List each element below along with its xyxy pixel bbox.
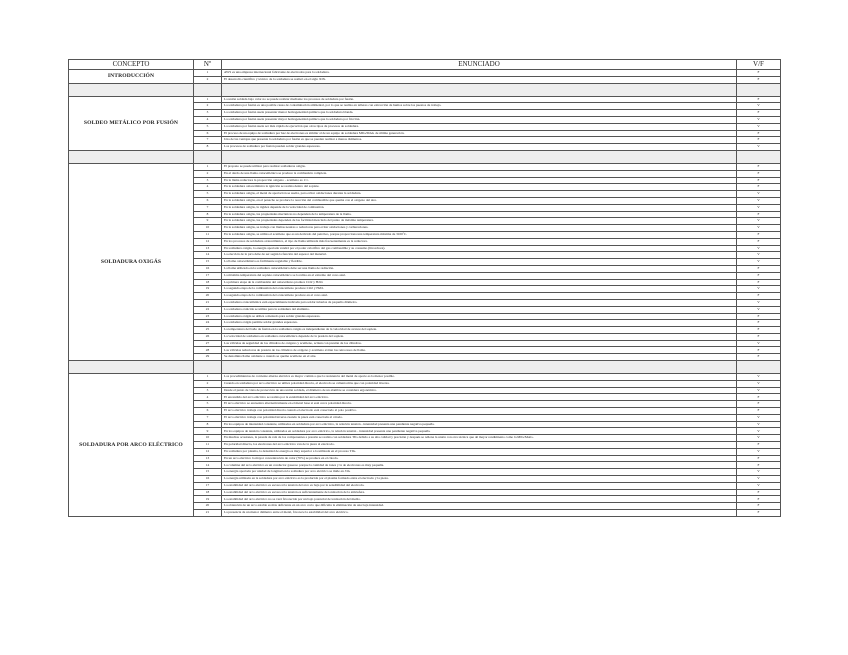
- row-answer: F: [737, 177, 781, 184]
- row-statement: En muchas ocasiones, la pasada de raíz de los componentes a presión se realiza con soldadura TIG debido a su alta calidad y precisión y después se rellena la unión con otra técnica que dé mayor rendimiento como la MIG/MAG.: [222, 435, 737, 442]
- row-number: 1: [194, 374, 222, 381]
- row-answer: F: [737, 455, 781, 462]
- row-number: 16: [194, 476, 222, 483]
- row-statement: Se denomina llama oxidante a cuando se quema acetileno en el aire.: [222, 354, 737, 361]
- table-body: [69, 70, 781, 517]
- row-answer: V: [737, 469, 781, 476]
- row-statement: La soldadura por fusión es una posible causa de contaminación ambiental, por lo que se realiza en talleres con extracción de humos sobre los puestos de trabajo.: [222, 103, 737, 110]
- row-answer: V: [737, 225, 781, 232]
- row-statement: La estabilidad del arco eléctrico es escasa si la tensión del arco es baja por la sensibilidad del electrodo.: [222, 482, 737, 489]
- row-answer: F: [737, 70, 781, 77]
- row-statement: La energía utilizada en la soldadura por arco eléctrico es la producida por el plasma formado entre el electrodo y la pieza.: [222, 476, 737, 483]
- row-statement: La obtención de un arco estable es más deficiente en un arco corto que dificulta la eliminación de una baja intensidad.: [222, 503, 737, 510]
- row-number: 14: [194, 462, 222, 469]
- row-number: 1: [194, 163, 222, 170]
- row-number: 26: [194, 333, 222, 340]
- row-number: 2: [194, 170, 222, 177]
- row-answer: V: [737, 245, 781, 252]
- row-statement: La soldadura por fusión suele presentar mayor homogeneidad química que la soldadura por fricción.: [222, 116, 737, 123]
- row-number: 12: [194, 238, 222, 245]
- row-number: 7: [194, 414, 222, 421]
- row-answer: F: [737, 347, 781, 354]
- row-statement: En soldadura oxigás, la energía aportada vendrá por el poder calorífico del gas combustible y su consumo (litros/hora).: [222, 245, 737, 252]
- row-number: 9: [194, 428, 222, 435]
- row-number: 8: [194, 421, 222, 428]
- row-number: 6: [194, 130, 222, 137]
- header-row: [69, 60, 781, 70]
- row-number: 2: [194, 76, 222, 83]
- row-statement: En la soldadura oxigás, en el penacho se produce la reacción del combustible que quema con el oxígeno del aire.: [222, 197, 737, 204]
- row-answer: F: [737, 137, 781, 144]
- row-number: 29: [194, 354, 222, 361]
- row-answer: V: [737, 103, 781, 110]
- row-number: 7: [194, 137, 222, 144]
- row-answer: F: [737, 320, 781, 327]
- row-number: 3: [194, 387, 222, 394]
- row-answer: F: [737, 130, 781, 137]
- row-statement: En el dardo de una llama oxiacetilénica se produce la combustión completa.: [222, 170, 737, 177]
- row-statement: La velocidad de soldadura en soldadura oxiacetilénica depende de la presión del soplete.: [222, 333, 737, 340]
- row-answer: F: [737, 163, 781, 170]
- row-statement: El propano se puede utilizar para realizar soldaduras oxigás.: [222, 163, 737, 170]
- header-enunciado: ENUNCIADO: [222, 60, 737, 70]
- table-row: [69, 96, 781, 103]
- row-statement: La soldadura oxiácida se utiliza para la soldadura del aluminio.: [222, 306, 737, 313]
- table-row: [69, 70, 781, 77]
- row-statement: Cuando en soldadura por arco eléctrico se utiliza polaridad directa, el electrodo se calienta más que con polaridad inversa.: [222, 380, 737, 387]
- row-answer: V: [737, 191, 781, 198]
- row-statement: En la soldadura oxigás, se utiliza el acetileno que es un derivado del petróleo, porque proporciona una temperatura máxima de 3100ºC.: [222, 231, 737, 238]
- row-number: 18: [194, 279, 222, 286]
- row-number: 11: [194, 442, 222, 449]
- row-answer: V: [737, 435, 781, 442]
- row-number: 25: [194, 327, 222, 334]
- row-answer: F: [737, 238, 781, 245]
- row-statement: La máxima temperatura del soplete oxiacetilénico se localiza en el extremo del cono azul.: [222, 272, 737, 279]
- row-statement: En polaridad directa, los electrones del arco eléctrico van de la pieza al electrodo.: [222, 442, 737, 449]
- row-number: 20: [194, 503, 222, 510]
- row-statement: En la soldadura oxiacetilénica la ignición se realiza dentro del soplete.: [222, 184, 737, 191]
- row-answer: F: [737, 394, 781, 401]
- row-statement: En la soldadura oxigás, las propiedades dependen de las facilidad mezclado del punto de máxima temperatura.: [222, 218, 737, 225]
- row-answer: F: [737, 265, 781, 272]
- row-statement: Los procedimientos de corriente alterna eléctrica es mayor común a que la resistencia del metal de aporte es la menor posible.: [222, 374, 737, 381]
- row-answer: F: [737, 96, 781, 103]
- row-number: 2: [194, 103, 222, 110]
- row-answer: V: [737, 421, 781, 428]
- row-answer: F: [737, 489, 781, 496]
- row-answer: V: [737, 428, 781, 435]
- row-answer: F: [737, 442, 781, 449]
- row-statement: La columna del arco eléctrico es un conductor gaseoso porque la cantidad de iones y la de electrones es muy pequeña.: [222, 462, 737, 469]
- row-number: 20: [194, 293, 222, 300]
- row-number: 9: [194, 218, 222, 225]
- header-vf: V/F: [737, 60, 781, 70]
- row-answer: F: [737, 272, 781, 279]
- row-answer: F: [737, 354, 781, 361]
- header-number: Nº: [194, 60, 222, 70]
- row-statement: En los procesos de soldadura oxiacetilénica, el tipo de llama utilizada más frecuentemente es la reductora.: [222, 238, 737, 245]
- row-answer: V: [737, 306, 781, 313]
- row-number: 19: [194, 286, 222, 293]
- row-statement: AWS es una empresa internacional fabricante de electrodos para la soldadura.: [222, 70, 737, 77]
- row-statement: En los equipos de tensión constante, utilizados en soldadura por arco eléctrico, la relación tensión - intensidad presenta una pendiente negativa pequeña.: [222, 428, 737, 435]
- row-statement: La energía aportada por unidad de longitud en la soldadura por arco eléctrico se mide en J/m.: [222, 469, 737, 476]
- row-answer: F: [737, 496, 781, 503]
- row-number: 2: [194, 380, 222, 387]
- row-statement: En la soldadura oxigás, la rigidez depende de la velocidad de combustión.: [222, 204, 737, 211]
- row-number: 22: [194, 306, 222, 313]
- row-number: 11: [194, 231, 222, 238]
- row-number: 19: [194, 496, 222, 503]
- row-answer: V: [737, 252, 781, 259]
- row-number: 6: [194, 197, 222, 204]
- row-statement: La elección de la pica debe de ser según la función del espesor del material.: [222, 252, 737, 259]
- table-row: [69, 374, 781, 381]
- row-number: 12: [194, 448, 222, 455]
- row-number: 24: [194, 320, 222, 327]
- row-statement: En la llama reductora la proporción oxígeno - acetileno es 1:1.: [222, 177, 737, 184]
- row-statement: La primera etapa de la combustión del oxiacetileno produce CO2 y H2O.: [222, 279, 737, 286]
- row-statement: La llama utilizada en la soldadura oxiacetilénica debe ser una llama de radiación.: [222, 265, 737, 272]
- row-answer: V: [737, 387, 781, 394]
- row-number: 15: [194, 259, 222, 266]
- section-gap: [69, 361, 781, 374]
- row-number: 8: [194, 144, 222, 151]
- row-answer: V: [737, 380, 781, 387]
- row-number: 1: [194, 96, 222, 103]
- row-statement: La estabilidad del arco eléctrico es escasa si la tensión es suficientemente de ionización de la atmósfera.: [222, 489, 737, 496]
- row-statement: El desarrollo científico y técnico de la soldadura se realizó en el siglo XIX.: [222, 76, 737, 83]
- row-answer: F: [737, 327, 781, 334]
- row-number: 28: [194, 347, 222, 354]
- row-answer: V: [737, 448, 781, 455]
- row-number: 23: [194, 313, 222, 320]
- row-answer: F: [737, 279, 781, 286]
- row-statement: El encendido del arco eléctrico se realiza por la estabilidad del arco eléctrico.: [222, 394, 737, 401]
- row-number: 5: [194, 123, 222, 130]
- row-number: 4: [194, 394, 222, 401]
- row-answer: F: [737, 184, 781, 191]
- row-number: 5: [194, 191, 222, 198]
- row-statement: La soldadura por fusión suele presentar menor homogeneidad química que la soldadura blanda.: [222, 110, 737, 117]
- row-statement: En la soldadura oxigás, el metal de aportación se suelta, para evitar oxidaciones durante la soldadura.: [222, 191, 737, 198]
- row-number: 3: [194, 110, 222, 117]
- document-sheet: [68, 59, 780, 517]
- row-statement: En la soldadura oxigás, se trabaja con llamas neutras o reductoras para evitar oxidaciones y carburaciones.: [222, 225, 737, 232]
- row-answer: F: [737, 408, 781, 415]
- row-answer: F: [737, 76, 781, 83]
- row-statement: La segunda etapa de la combustión del oxiacetileno produce CO2 y H2O.: [222, 286, 737, 293]
- row-answer: F: [737, 313, 781, 320]
- row-answer: V: [737, 144, 781, 151]
- row-statement: Los procesos de soldadura por fusión pueden soldar grandes espesores.: [222, 144, 737, 151]
- row-number: 14: [194, 252, 222, 259]
- row-number: 16: [194, 265, 222, 272]
- row-number: 1: [194, 70, 222, 77]
- row-number: 10: [194, 225, 222, 232]
- row-number: 15: [194, 469, 222, 476]
- row-number: 13: [194, 455, 222, 462]
- row-statement: La soldadura oxiacetilénica está especialmente indicada para soldar tuberías de pequeño diámetro.: [222, 299, 737, 306]
- row-statement: La soldadura oxigás se utiliza a menudo para soldar grandes espesores.: [222, 313, 737, 320]
- row-answer: V: [737, 476, 781, 483]
- row-statement: El arco eléctrico se encuentra alternativamente en el metal base si está cerca polaridad directa.: [222, 401, 737, 408]
- row-statement: La estabilidad del arco eléctrico no se verá favorecida por un bajo potencial de ionización del medio.: [222, 496, 737, 503]
- row-statement: Una de las ventajas que presenta la soldadura por fusión es que se pueden realizar a menos diámetros.: [222, 137, 737, 144]
- row-answer: F: [737, 110, 781, 117]
- row-number: 8: [194, 211, 222, 218]
- row-answer: F: [737, 462, 781, 469]
- header-concepto: CONCEPTO: [69, 60, 194, 70]
- row-number: 21: [194, 299, 222, 306]
- row-statement: La unión soldada bajo calor no se puede realizar mediante los procesos de soldadura por fusión.: [222, 96, 737, 103]
- row-number: 17: [194, 272, 222, 279]
- row-answer: V: [737, 218, 781, 225]
- row-number: 6: [194, 408, 222, 415]
- row-answer: V: [737, 123, 781, 130]
- section-concept: INTRODUCCIÓN: [69, 70, 194, 84]
- row-answer: V: [737, 116, 781, 123]
- row-number: 7: [194, 204, 222, 211]
- row-answer: V: [737, 197, 781, 204]
- row-number: 21: [194, 510, 222, 517]
- row-answer: F: [737, 503, 781, 510]
- table-row: [69, 163, 781, 170]
- row-answer: V: [737, 482, 781, 489]
- section-gap: [69, 150, 781, 163]
- row-answer: F: [737, 333, 781, 340]
- row-statement: En los equipos de intensidad constante, utilizados en soldadura por arco eléctrico, la relación tensión - intensidad presenta una pendiente negativa pequeña.: [222, 421, 737, 428]
- row-answer: V: [737, 299, 781, 306]
- row-statement: El proceso de un equipo de soldadura por haz de electrones es similar al de un equipo de soldadura MIG/MAG de última generación.: [222, 130, 737, 137]
- row-answer: V: [737, 259, 781, 266]
- row-number: 10: [194, 435, 222, 442]
- row-statement: Las válvulas de seguridad de los cilindros de oxígeno y acetileno, actúan con presión de los cilindros.: [222, 340, 737, 347]
- row-statement: Las válvulas reductoras de presión de los cilindros de oxígeno y acetileno evitan los retrocesos de llama.: [222, 347, 737, 354]
- row-number: 18: [194, 489, 222, 496]
- row-number: 4: [194, 116, 222, 123]
- row-statement: La soldadura oxigás permite soldar grandes espesores.: [222, 320, 737, 327]
- row-number: 17: [194, 482, 222, 489]
- row-statement: La segunda etapa de la combustión del oxiacetileno produce en el cono azul.: [222, 293, 737, 300]
- row-answer: F: [737, 401, 781, 408]
- row-statement: En soldadura por plasma, la densidad de energía es muy superior a la utilizada en el proceso TIG.: [222, 448, 737, 455]
- row-statement: En un arco eléctrico la mayor concentración de calor (70%) se produce en el cátodo.: [222, 455, 737, 462]
- row-answer: F: [737, 170, 781, 177]
- true-false-table: [68, 59, 781, 517]
- row-answer: F: [737, 510, 781, 517]
- row-number: 27: [194, 340, 222, 347]
- section-concept: SOLDADURA POR ARCO ELÉCTRICO: [69, 374, 194, 517]
- section-concept: SOLDEO METÁLICO POR FUSIÓN: [69, 96, 194, 150]
- row-answer: V: [737, 374, 781, 381]
- row-answer: F: [737, 231, 781, 238]
- row-answer: F: [737, 293, 781, 300]
- row-number: 3: [194, 177, 222, 184]
- row-statement: La llama oxiacetilénica es fácilmente regulable y flexible.: [222, 259, 737, 266]
- section-gap: [69, 83, 781, 96]
- row-statement: La soldadura por fusión suele ser más rápida de ejecución que otros tipos de procesos de soldadura.: [222, 123, 737, 130]
- section-concept: SOLDADURA OXIGÁS: [69, 163, 194, 360]
- row-statement: La temperatura del baño de fusión en la soldadura oxigás es independiente de la velocidad de avance del soplete.: [222, 327, 737, 334]
- row-answer: F: [737, 211, 781, 218]
- row-answer: V: [737, 286, 781, 293]
- row-statement: El arco eléctrico trabaja con polaridad directa cuando el electrodo está conectado al polo positivo.: [222, 408, 737, 415]
- row-statement: Desde el punto de vista de protección de una unión soldada, el diámetro de un alambre se considera ergonómico.: [222, 387, 737, 394]
- row-number: 13: [194, 245, 222, 252]
- row-number: 4: [194, 184, 222, 191]
- row-statement: La presencia de un menor diámetro entre el metal, favorece la estabilidad del arco eléctrico.: [222, 510, 737, 517]
- row-number: 5: [194, 401, 222, 408]
- row-statement: El arco eléctrico trabaja con polaridad inversa cuando la pieza está conectada al cátodo.: [222, 414, 737, 421]
- row-answer: V: [737, 414, 781, 421]
- row-answer: V: [737, 340, 781, 347]
- row-answer: V: [737, 204, 781, 211]
- row-statement: En la soldadura oxigás, las propiedades mecánicas no dependen de la temperatura de la llama.: [222, 211, 737, 218]
